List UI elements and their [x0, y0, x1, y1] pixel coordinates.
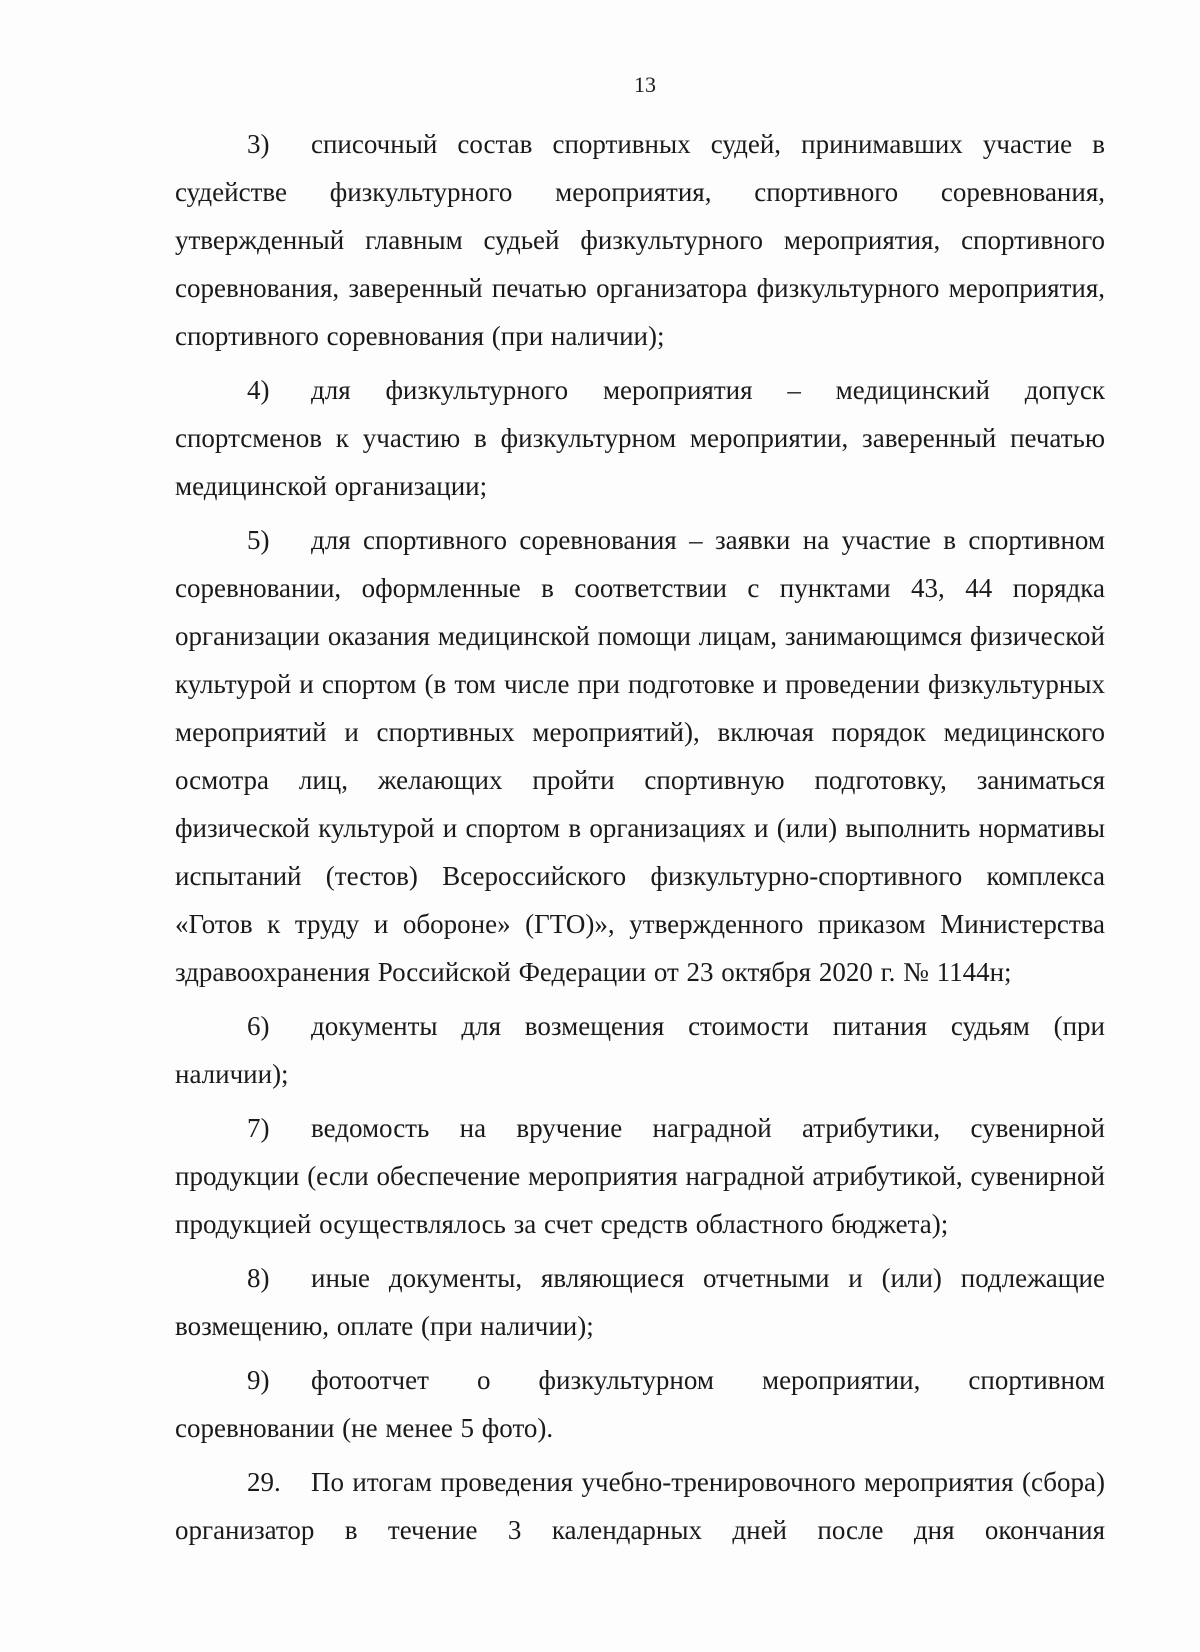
- list-item-6: [175, 1002, 1105, 1098]
- item-number: 7): [247, 1113, 270, 1143]
- list-item-4: [175, 366, 1105, 510]
- clause-29: [175, 1458, 1105, 1554]
- item-text: фотоотчет о физкультурном мероприятии, спортивном соревновании (не менее 5 фото).: [175, 1365, 1105, 1443]
- item-number: 4): [247, 375, 270, 405]
- list-item-5: [175, 516, 1105, 996]
- list-item-7: [175, 1104, 1105, 1248]
- list-item-8: [175, 1254, 1105, 1350]
- item-text: списочный состав спортивных судей, принимавших участие в судействе физкультурного мероприятия, спортивного соревнования, утвержденный главным судьей физкультурного мероприятия, спортивного соревнования, заверенный печатью организатора физкультурного мероприятия, спортивного соревнования (при наличии);: [175, 129, 1105, 351]
- item-number: 8): [247, 1263, 270, 1293]
- item-number: 29.: [247, 1467, 281, 1497]
- item-text: для физкультурного мероприятия – медицинский допуск спортсменов к участию в физкультурном мероприятии, заверенный печатью медицинской организации;: [175, 375, 1105, 501]
- list-item-3: [175, 120, 1105, 360]
- item-number: 5): [247, 525, 270, 555]
- item-text: для спортивного соревнования – заявки на участие в спортивном соревновании, оформленные в соответствии с пунктами 43, 44 порядка организации оказания медицинской помощи лицам, занимающимся физической культурой и спортом (в том числе при подготовке и проведении физкультурных мероприятий и спортивных мероприятий), включая порядок медицинского осмотра лиц, желающих пройти спортивную подготовку, заниматься физической культурой и спортом в организациях и (или) выполнить нормативы испытаний (тестов) Всероссийского физкультурно-спортивного комплекса «Готов к труду и обороне» (ГТО)», утвержденного приказом Министерства здравоохранения Российской Федерации от 23 октября 2020 г. № 1144н;: [175, 525, 1105, 987]
- item-text: ведомость на вручение наградной атрибутики, сувенирной продукции (если обеспечение мероприятия наградной атрибутикой, сувенирной продукцией осуществлялось за счет средств областного бюджета);: [175, 1113, 1105, 1239]
- page-number: 13: [634, 72, 656, 97]
- item-text: По итогам проведения учебно-тренировочного мероприятия (сбора) организатор в течение 3 календарных дней после дня окончания: [175, 1467, 1105, 1545]
- item-number: 9): [247, 1365, 270, 1395]
- item-text: иные документы, являющиеся отчетными и (или) подлежащие возмещению, оплате (при наличии);: [175, 1263, 1105, 1341]
- document-body: [175, 120, 1105, 1560]
- item-text: документы для возмещения стоимости питания судьям (при наличии);: [175, 1011, 1105, 1089]
- list-item-9: [175, 1356, 1105, 1452]
- item-number: 3): [247, 129, 270, 159]
- item-number: 6): [247, 1011, 270, 1041]
